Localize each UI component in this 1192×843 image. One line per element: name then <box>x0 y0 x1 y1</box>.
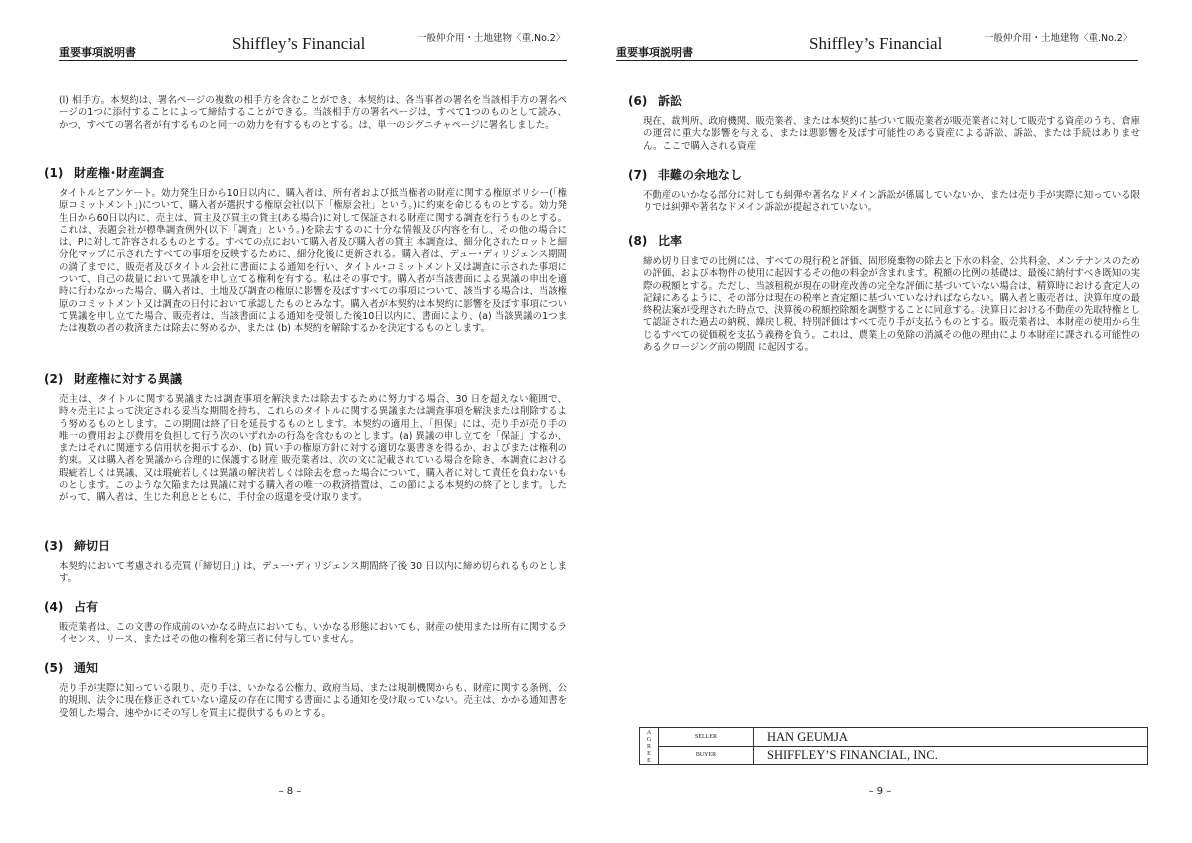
section-body: 売り手が実際に知っている限り、売り手は、いかなる公権力、政府当局、または規制機関からも、財産に関する条例、公的規則、法令に現在修正されていない違反の存在に関する書面による通知を受け取っていない。売主は、かかる通知書を受領した場合、速やかにその写しを買主に提供するものとする。 <box>59 683 567 719</box>
section-number: (4) <box>44 600 64 614</box>
section-number: (8) <box>628 234 648 248</box>
section-6 <box>628 92 1140 153</box>
document-type-label: 重要事項説明書 <box>59 46 136 59</box>
section-title: 通知 <box>74 661 99 675</box>
section-title: 非難の余地なし <box>658 168 743 182</box>
section-heading <box>44 659 567 676</box>
section-body: 現在、裁判所、政府機関、販売業者、または本契約に基づいて販売業者が販売業者に対して販売する資産のうち、倉庫の運営に重大な影響を与える、または悪影響を及ぼす可能性のある資産による訴訟、訴訟、または手続はありません。ここで購入される資産 <box>643 116 1140 152</box>
section-body: 不動産のいかなる部分に対しても糾弾や著名なドメイン訴訟が係属していないか、または売り手が実際に知っている限りでは糾弾や著名なドメイン訴訟が提起されていない。 <box>643 190 1140 214</box>
section-number: (5) <box>44 661 64 675</box>
section-title: 訴訟 <box>658 94 683 108</box>
header-divider <box>616 60 1138 61</box>
section-heading <box>628 232 1140 249</box>
agree-label <box>640 728 659 764</box>
buyer-label: BUYER <box>659 746 754 764</box>
section-heading <box>44 370 567 387</box>
page-title: Shiffley’s Financial <box>232 34 366 53</box>
seller-label: SELLER <box>659 728 754 746</box>
section-4 <box>44 598 567 647</box>
section-title: 財産権に対する異議 <box>74 372 183 386</box>
section-heading <box>44 537 567 554</box>
section-title: 締切日 <box>74 539 111 553</box>
buyer-name: SHIFFLEY’S FINANCIAL, INC. <box>767 748 938 762</box>
intro-paragraph <box>59 95 567 132</box>
section-title: 財産権･財産調査 <box>74 166 165 180</box>
form-type-label: 一般仲介用・土地建物〈重.No.2〉 <box>417 33 566 44</box>
section-number: (6) <box>628 94 648 108</box>
page-9 <box>596 0 1192 843</box>
section-title: 比率 <box>658 234 683 248</box>
buyer-row <box>659 746 1147 764</box>
document-type-label: 重要事項説明書 <box>616 46 693 59</box>
section-heading <box>44 598 567 615</box>
section-title: 占有 <box>74 600 99 614</box>
agree-text: AGREE <box>646 730 652 764</box>
section-number: (7) <box>628 168 648 182</box>
form-type-label: 一般仲介用・土地建物〈重.No.2〉 <box>984 33 1133 44</box>
section-heading <box>44 164 567 181</box>
section-body: タイトルとアンケート。効力発生日から10日以内に、購入者は、所有者および抵当権者の財産に関する権原ポリシー(「権原コミットメント」)について、購入者が選択する権原会社(以下「権原会社」という。)に約束を命じるものとする。効力発生日から60日以内に、売主は、買主及び買主の貸主(ある場合)に対して保証される財産に関する調査を行うものとする。これは、表題会社が標準調査例外(以下「調査」という。)を除去するのに十分な情報及び内容を有し、その他の場合には、Pに対して許容されるものとする。すべての点において購入者及び購入者の貸主 本調査は、細分化されたロットと細分化マップに示されたすべての事項を反映するために、細分化後に更新される。購入者は、デュー･ディリジェンス期間の満了までに、販売者及びタイトル会社に書面による通知を行い、タイトル･コミットメント又は調査に示された事項について、自己の裁量において異議を申し立てる権利を有する。私はその事です。購入者が当該書面による異議の申出を適時に行わなかった場合、購入者は、土地及び調査の権原に影響を及ぼすすべての事項について、該当する場合は、当該権原のコミットメント又は調査の日付において承認したものとみなす。購入者が本契約は本契約に影響を及ぼす事項について異議を申し立てた場合、販売者は、当該書面による通知を受領した後10日以内に、書面により、(a) 当該異議の1つまたは複数の者の救済または除去に努めるか、または (b) 本契約を解除するかを決定するものとします。 <box>59 188 567 335</box>
section-3 <box>44 537 567 586</box>
section-heading <box>628 166 1140 183</box>
section-body: 本契約において考慮される売買 (「締切日」) は、デュー･ディリジェンス期間終了後 30 日以内に締め切られるものとします。 <box>59 561 567 585</box>
section-5 <box>44 659 567 720</box>
page-number: – 9 – <box>868 786 892 797</box>
section-number: (1) <box>44 166 64 180</box>
section-heading <box>628 92 1140 109</box>
seller-name: HAN GEUMJA <box>767 730 848 744</box>
section-body: 販売業者は、この文書の作成前のいかなる時点においても、いかなる形態においても、財産の使用または所有に関するライセンス、リース、またはその他の権利を第三者に付与していません。 <box>59 622 567 646</box>
section-body: 売主は、タイトルに関する異議または調査事項を解決または除去するために努力する場合、30 日を超えない範囲で、時々売主によって決定される妥当な期間を持ち、これらのタイトルに関する異議または調査事項を解決または削除するよう努めるものとします。この期間は終了日を延長するものとします。本契約の適用上、「担保」には、売り手が売り手の唯一の費用および費用を負担して行う次のいずれかの行為を含むものとします。(a) 異議の申し立てを「保証」するか、またはそれに関連する信用状を掲示するか、(b) 買い手の権原方針に対する適切な裏書きを得るか、およびまたは権利の約束。又は購入者を異議から合理的に保護する財産 販売業者は、次の文に記載されている場合を除き、本調査における瑕疵若しくは異議、又は瑕疵若しくは異議の解決若しくは除去を怠った場合について、購入者に対して責任を負わないものとします。このような欠陥または異議に対する購入者の唯一の救済措置は、この節による本契約の終了とします。したがって、購入者は、生じた利息とともに、手付金の返還を受け取ります。 <box>59 394 567 504</box>
signature-table <box>639 727 1148 765</box>
seller-row <box>659 728 1147 747</box>
section-number: (3) <box>44 539 64 553</box>
section-body: 締め切り日までの比例には、すべての現行税と評価、固形廃棄物の除去と下水の料金、公共料金、メンテナンスのための評価、および本物件の使用に起因するその他の料金が含まれます。税額の比例の基礎は、最後に納付すべき既知の実際の税額とする。ただし、当該租税が現在の財産改善の完全な評価に基づいていない場合は、精算時における査定人の記録にあるように、その部分は現在の税率と査定額に基づいていなければならない。購入者と販売者は、決算年度の最終税法案が受理された時点で、決算後の税額控除額を調整することに同意する。決算日における不動産の先取特権として認証された過去の納税、繰戻し税、特別評価はすべて売り手が支払うものとする。販売業者は、本財産の使用から生じるすべての従価税を支払う義務を負う。これは、農業上の免除の消滅その他の理由により本財産に課される可能性のあるクロージング前の期間 に起因する。 <box>643 256 1140 354</box>
header-divider <box>59 60 567 61</box>
page-number: – 8 – <box>278 786 302 797</box>
page-title: Shiffley’s Financial <box>809 34 943 53</box>
section-number: (2) <box>44 372 64 386</box>
section-7 <box>628 166 1140 215</box>
section-1 <box>44 164 567 336</box>
intro-text: (l) 相手方。本契約は、署名ページの複数の相手方を含むことができ、本契約は、各当事者の署名を当該相手方の署名ページの1つに添付することによって締結することができる。当該相手方の署名ページは、すべて1つのものとして読み、かつ、すべての署名者が有するものと同一の効力を有するものとする。は、単一のシグニチャページに署名しました。 <box>59 95 567 131</box>
section-8 <box>628 232 1140 354</box>
section-2 <box>44 370 567 505</box>
